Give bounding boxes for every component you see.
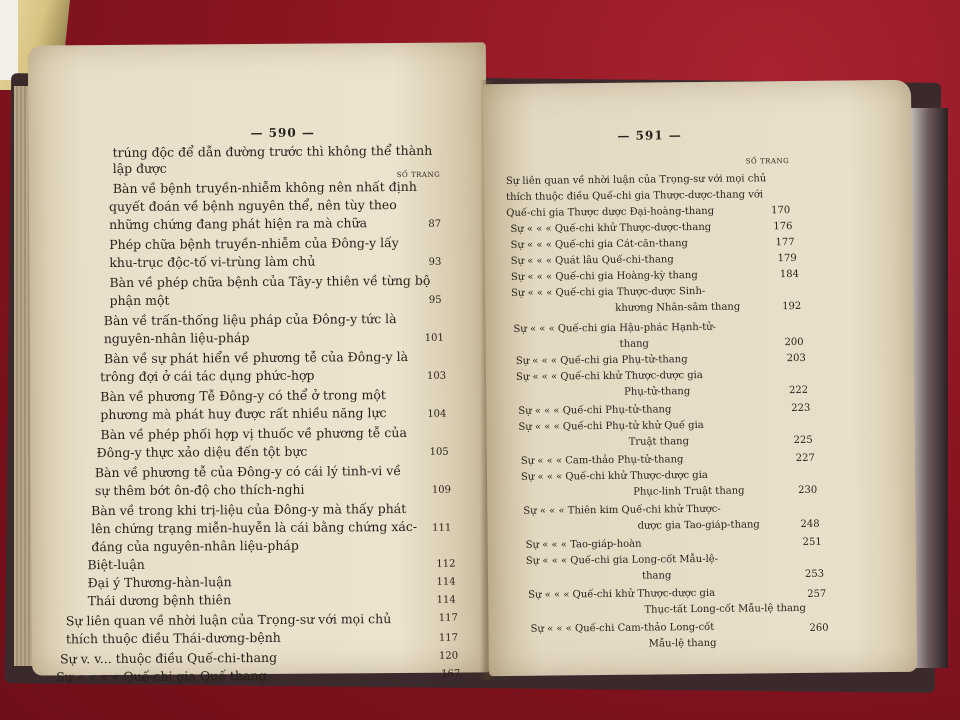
toc-line: lên chứng trạng miễn-huyễn là cái bằng chứng xác- — [91, 518, 418, 537]
page-ref: 257 — [807, 588, 827, 600]
column-header-right: SỐ TRANG — [745, 157, 790, 166]
toc-line: Sự « « « Quế-chi khử Thược-dược gia — [528, 587, 716, 601]
toc-line: Sự v. v... thuộc điều Quế-chi-thang — [60, 649, 278, 667]
page-ref: 176 — [773, 221, 793, 233]
toc-line: trúng độc để dẫn đường trước thì không thể thành — [112, 142, 433, 161]
toc-line: thang — [619, 338, 649, 350]
page-ref: 203 — [786, 352, 806, 365]
page-number-left: — 590 — — [250, 125, 315, 141]
page-ref: 114 — [436, 594, 456, 606]
page-ref: 95 — [428, 294, 442, 306]
toc-line: Bàn về phép chữa bệnh của Tây-y thiên về từng bộ — [109, 272, 431, 291]
page-ref: 112 — [436, 558, 456, 570]
toc-line: Đông-y thực xảo diệu đến tột bực — [96, 443, 308, 461]
toc-line: thang — [642, 570, 672, 582]
paper-corner — [0, 0, 18, 80]
page-ref: 177 — [775, 237, 795, 249]
toc-line: những chứng đang phát hiện ra mà chữa — [109, 215, 368, 233]
toc-line: Quế-chi gia Thược dược Đại-hoàng-thang — [506, 205, 715, 220]
toc-line: Bàn về phương tễ của Đông-y có cái lý tinh-vi về — [94, 463, 402, 481]
page-ref: 111 — [432, 522, 452, 534]
toc-line: Bàn về phép phối hợp vị thuốc về phương tễ của — [100, 424, 407, 443]
page-ref: 251 — [802, 536, 822, 548]
toc-line: Phụ-tử-thang — [624, 386, 691, 398]
toc-line: khương Nhân-sâm thang — [615, 301, 741, 314]
toc-line: Sự « « « Quế-chi Phụ-tử-thang — [518, 404, 672, 417]
toc-line: phận một — [109, 292, 170, 309]
page-ref: 109 — [431, 484, 451, 496]
toc-line: Sự « « « Quế-chi khử Thược-dược gia — [520, 469, 708, 483]
toc-line: thích thuộc điều Quế-chi gia Thược-dược-thang với — [506, 189, 764, 204]
toc-line: quyết đoán về bệnh nguyên thể, nên tùy theo — [108, 197, 397, 215]
page-ref: 103 — [426, 370, 447, 382]
toc-line: khu-trục độc-tố vi-trùng làm chủ — [109, 253, 316, 271]
page-ref: 93 — [428, 256, 442, 268]
toc-line: Phục-linh Truật thang — [633, 485, 745, 498]
toc-line: Sự « « « Quế-chi gia Thược-dược Sinh- — [511, 285, 706, 299]
toc-line: Sự « « « Quế-chi gia Phụ-tử-thang — [515, 354, 688, 367]
toc-line: Bàn về phương Tễ Đông-y có thể ở trong một — [100, 387, 386, 405]
toc-line: Bàn về trấn-thống liệu pháp của Đông-y tức là — [103, 311, 397, 329]
toc-line: Bàn về bệnh truyền-nhiễm không nên nhất định — [112, 178, 417, 197]
toc-line: Thục-tất Long-cốt Mẫu-lệ thang — [644, 602, 806, 616]
toc-line: thích thuộc điều Thái-dương-bệnh — [65, 629, 281, 647]
page-ref: 87 — [428, 218, 442, 230]
page-ref: 227 — [795, 452, 815, 465]
page-ref: 200 — [784, 336, 804, 349]
toc-line: đáng của nguyên-nhân liệu-pháp — [91, 537, 299, 555]
page-ref: 104 — [427, 408, 447, 420]
toc-line: Thái dương bệnh thiên — [87, 592, 232, 609]
toc-line: Sự liên quan về nhời luận của Trọng-sư với mọi chủ — [65, 611, 392, 629]
toc-line: Sự « « « Cam-thảo Phụ-tử-thang — [520, 454, 684, 467]
left-page — [28, 42, 490, 685]
toc-line: Bàn về trong khi trị-liệu của Đông-y mà thấy phát — [91, 500, 407, 519]
page-ref: 167 — [441, 668, 461, 680]
page-ref: 223 — [791, 402, 811, 415]
page-ref: 253 — [804, 568, 825, 580]
toc-line: Sự « « « Quế-chi gia Hậu-phác Hạnh-tử- — [513, 321, 717, 335]
page-number-right: — 591 — — [617, 128, 682, 143]
toc-line: Đại ý Thương-hàn-luận — [87, 574, 232, 591]
toc-line: Sự « « « Tao-giáp-hoàn — [525, 538, 642, 551]
toc-line: Biệt-luận — [87, 556, 145, 573]
page-ref: 184 — [779, 268, 799, 281]
page-ref: 105 — [429, 446, 449, 458]
toc-line: sự thêm bớt ôn-độ cho thích-nghi — [94, 481, 305, 499]
toc-line: Sự « « « Quế-chi Phụ-tử khử Quế gia — [518, 419, 704, 433]
toc-line: Sự « « « Quế-chi Cam-thảo Long-cốt — [530, 621, 715, 635]
toc-line: Mẫu-lệ thang — [648, 637, 717, 650]
page-ref: 260 — [809, 622, 829, 634]
page-ref: 120 — [438, 650, 459, 662]
page-ref: 101 — [424, 332, 444, 344]
toc-line: Sự « « « « Quế-chi gia Quế thang — [56, 667, 267, 685]
page-ref: 248 — [800, 518, 820, 530]
toc-line: dược gia Tao-giáp-thang — [637, 519, 760, 532]
page-ref: 179 — [777, 252, 797, 265]
toc-line: Sự « « « Quế-chi gia Long-cốt Mẫu-lệ- — [525, 553, 719, 567]
toc-line: Sự liên quan về nhời luận của Trọng-sư với mọi chủ — [505, 173, 767, 188]
toc-line: phương mà phát huy được rất nhiều năng lực — [100, 405, 387, 423]
page-ref: 170 — [771, 205, 791, 217]
toc-line: Sự « « « Quế-chi gia Hoàng-kỳ thang — [510, 270, 698, 283]
toc-line: Phép chữa bệnh truyền-nhiễm của Đông-y lấy — [109, 235, 399, 253]
page-ref: 117 — [438, 632, 458, 644]
page-ref: 230 — [798, 484, 818, 496]
right-page — [483, 80, 917, 676]
toc-line: Sự « « « Quát lâu Quế-chi-thang — [510, 254, 674, 267]
toc-line: nguyên-nhân liệu-pháp — [103, 330, 250, 347]
toc-line: Sự « « « Quế-chi gia Cát-căn-thang — [510, 238, 688, 251]
toc-line: Sự « « « Thiên kim Quế-chi khử Thược- — [523, 503, 721, 517]
toc-line: Sự « « « Quế-chi khử Thược-dược gia — [515, 369, 703, 383]
page-ref: 225 — [793, 434, 813, 447]
page-ref: 114 — [436, 576, 456, 588]
toc-line: Sự « « « Quế-chi khử Thược-dược-thang — [510, 221, 712, 235]
page-ref: 222 — [788, 384, 809, 397]
toc-line: Truật thang — [628, 436, 690, 448]
toc-line: Bàn về sự phát hiển về phương tễ của Đông-y là — [103, 348, 409, 367]
page-ref: 117 — [438, 612, 458, 624]
page-ref: 192 — [782, 300, 802, 313]
toc-line: lập được — [112, 160, 167, 177]
toc-line: trông đợi ở cái tác dụng phức-hợp — [100, 367, 315, 385]
column-header-left: SỐ TRANG — [396, 170, 441, 180]
